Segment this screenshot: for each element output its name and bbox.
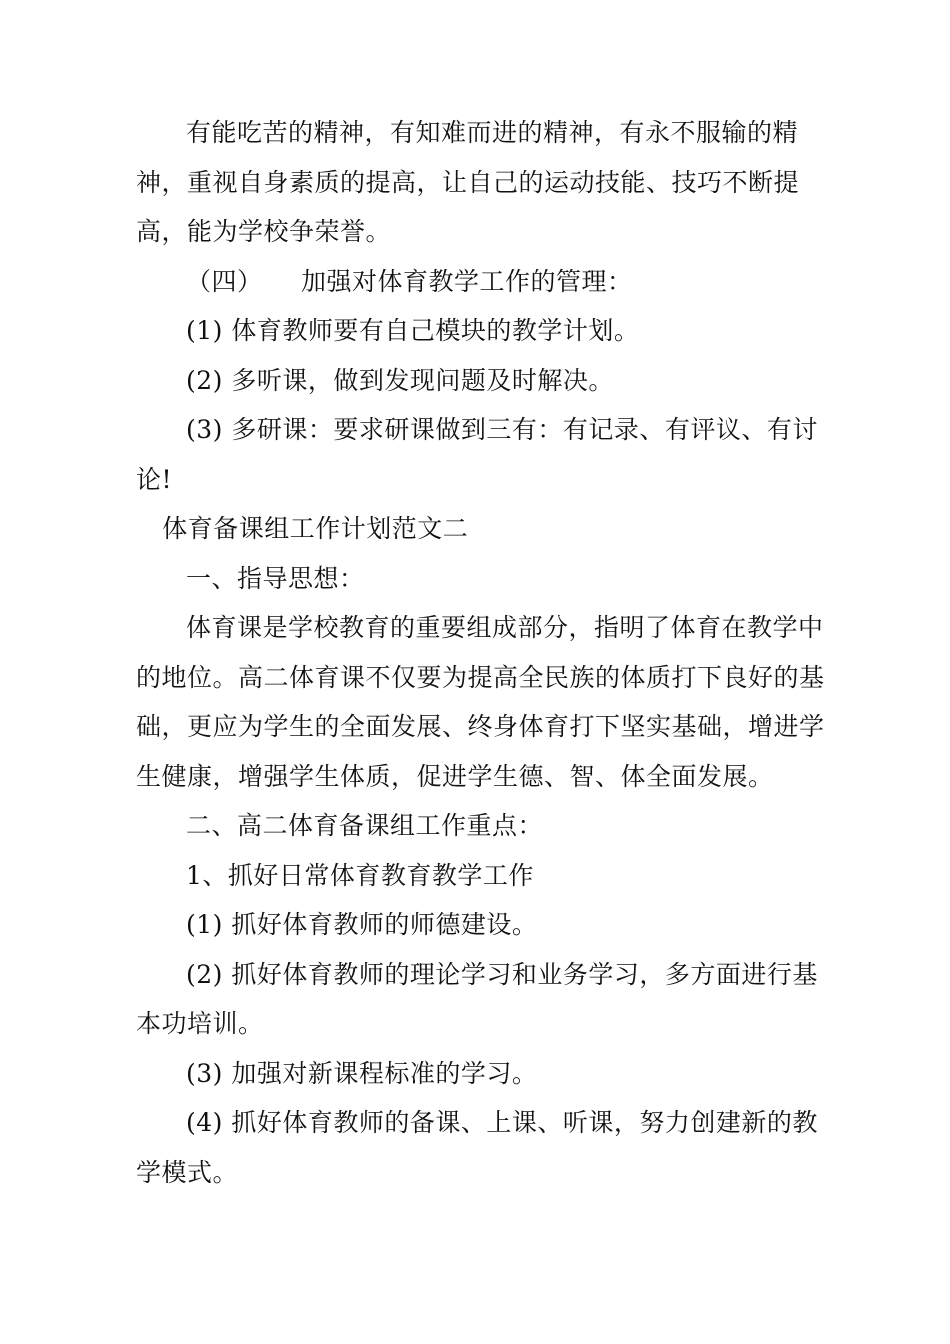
paragraph-item-3: (3) 多研课：要求研课做到三有：有记录、有评议、有讨论!	[136, 415, 818, 494]
paragraph-focus-item-3: (3) 加强对新课程标准的学习。	[186, 1058, 538, 1088]
paragraph-item-2: (2) 多听课，做到发现问题及时解决。	[186, 365, 614, 395]
paragraph-focus-item-2: (2) 抓好体育教师的理论学习和业务学习，多方面进行基本功培训。	[136, 959, 818, 1038]
paragraph-section-four: （四） 加强对体育教学工作的管理：	[186, 266, 633, 296]
paragraph-focus-item-1: (1) 抓好体育教师的师德建设。	[186, 910, 538, 939]
paragraph-item-1: (1) 体育教师要有自己模块的教学计划。	[186, 316, 640, 345]
paragraph-focus-item-4: (4) 抓好体育教师的备课、上课、听课，努力创建新的教学模式。	[136, 1108, 818, 1187]
paragraph-guiding-thought: 一、指导思想：	[186, 563, 365, 593]
paragraph-spirit: 有能吃苦的精神，有知难而进的精神，有永不服输的精神，重视自身素质的提高，让自己的运动技能、技巧不断提高，能为学校争荣誉。	[136, 118, 800, 246]
paragraph-work-focus: 二、高二体育备课组工作重点：	[186, 811, 544, 840]
paragraph-daily-work: 1、抓好日常体育教育教学工作	[186, 860, 534, 890]
document-body	[136, 108, 826, 1197]
section-title: 体育备课组工作计划范文二	[162, 514, 469, 543]
paragraph-pe-importance: 体育课是学校教育的重要组成部分，指明了体育在教学中的地位。高二体育课不仅要为提高全民族的体质打下良好的基础，更应为学生的全面发展、终身体育打下坚实基础，增进学生健康，增强学生体质，促进学生德、智、体全面发展。	[136, 613, 825, 791]
